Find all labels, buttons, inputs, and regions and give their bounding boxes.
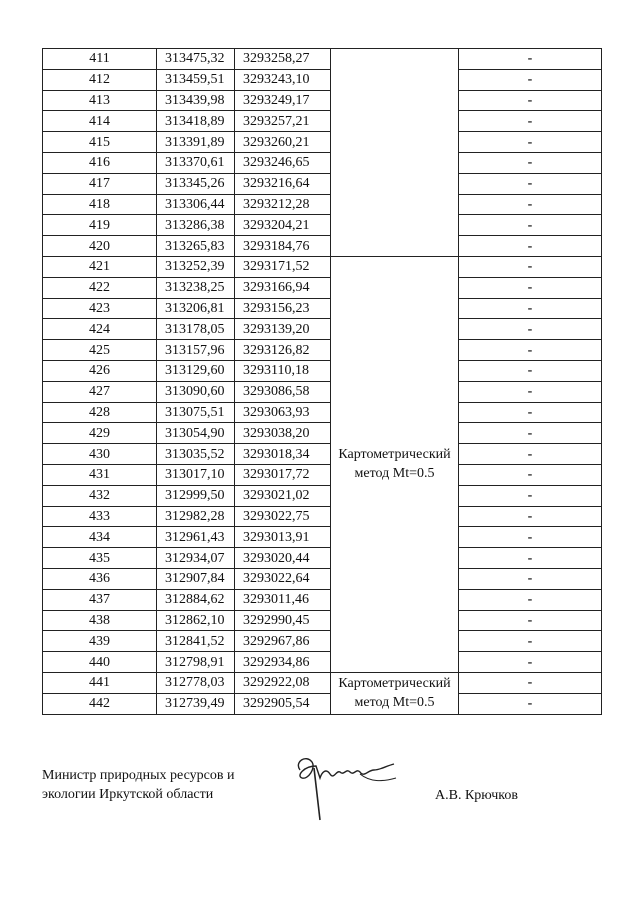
error-value-cell: - bbox=[459, 548, 602, 569]
error-value-cell: - bbox=[459, 194, 602, 215]
point-number-cell: 433 bbox=[43, 506, 157, 527]
table-row bbox=[43, 132, 602, 153]
y-coordinate-cell: 3292967,86 bbox=[235, 631, 331, 652]
error-value-cell: - bbox=[459, 527, 602, 548]
table-row bbox=[43, 236, 602, 257]
table-row bbox=[43, 527, 602, 548]
y-coordinate-cell: 3293212,28 bbox=[235, 194, 331, 215]
y-coordinate-cell: 3293260,21 bbox=[235, 132, 331, 153]
x-coordinate-cell: 313252,39 bbox=[157, 256, 235, 277]
y-coordinate-cell: 3293011,46 bbox=[235, 589, 331, 610]
x-coordinate-cell: 313090,60 bbox=[157, 381, 235, 402]
error-value-cell: - bbox=[459, 693, 602, 714]
table-row bbox=[43, 672, 602, 693]
table-row bbox=[43, 402, 602, 423]
error-value-cell: - bbox=[459, 152, 602, 173]
table-row bbox=[43, 548, 602, 569]
error-value-cell: - bbox=[459, 173, 602, 194]
y-coordinate-cell: 3293216,64 bbox=[235, 173, 331, 194]
error-value-cell: - bbox=[459, 340, 602, 361]
y-coordinate-cell: 3293126,82 bbox=[235, 340, 331, 361]
point-number-cell: 417 bbox=[43, 173, 157, 194]
x-coordinate-cell: 312739,49 bbox=[157, 693, 235, 714]
point-number-cell: 442 bbox=[43, 693, 157, 714]
point-number-cell: 419 bbox=[43, 215, 157, 236]
x-coordinate-cell: 313439,98 bbox=[157, 90, 235, 111]
table-row bbox=[43, 173, 602, 194]
error-value-cell: - bbox=[459, 506, 602, 527]
error-value-cell: - bbox=[459, 464, 602, 485]
error-value-cell: - bbox=[459, 132, 602, 153]
y-coordinate-cell: 3293020,44 bbox=[235, 548, 331, 569]
point-number-cell: 436 bbox=[43, 568, 157, 589]
table-row bbox=[43, 610, 602, 631]
point-number-cell: 439 bbox=[43, 631, 157, 652]
y-coordinate-cell: 3292905,54 bbox=[235, 693, 331, 714]
table-row bbox=[43, 277, 602, 298]
point-number-cell: 414 bbox=[43, 111, 157, 132]
table-row bbox=[43, 444, 602, 465]
error-value-cell: - bbox=[459, 49, 602, 70]
table-row bbox=[43, 423, 602, 444]
x-coordinate-cell: 313286,38 bbox=[157, 215, 235, 236]
point-number-cell: 423 bbox=[43, 298, 157, 319]
y-coordinate-cell: 3293022,64 bbox=[235, 568, 331, 589]
y-coordinate-cell: 3293243,10 bbox=[235, 69, 331, 90]
x-coordinate-cell: 313054,90 bbox=[157, 423, 235, 444]
y-coordinate-cell: 3293184,76 bbox=[235, 236, 331, 257]
table-row bbox=[43, 319, 602, 340]
table-row bbox=[43, 90, 602, 111]
method-cell: Картометрический метод Mt=0.5 bbox=[331, 256, 459, 672]
x-coordinate-cell: 313017,10 bbox=[157, 464, 235, 485]
point-number-cell: 428 bbox=[43, 402, 157, 423]
y-coordinate-cell: 3293086,58 bbox=[235, 381, 331, 402]
x-coordinate-cell: 313418,89 bbox=[157, 111, 235, 132]
x-coordinate-cell: 312884,62 bbox=[157, 589, 235, 610]
point-number-cell: 435 bbox=[43, 548, 157, 569]
x-coordinate-cell: 313306,44 bbox=[157, 194, 235, 215]
point-number-cell: 421 bbox=[43, 256, 157, 277]
y-coordinate-cell: 3293018,34 bbox=[235, 444, 331, 465]
signatory-name: А.В. Крючков bbox=[435, 788, 518, 803]
table-row bbox=[43, 111, 602, 132]
error-value-cell: - bbox=[459, 631, 602, 652]
error-value-cell: - bbox=[459, 485, 602, 506]
x-coordinate-cell: 313265,83 bbox=[157, 236, 235, 257]
table-row bbox=[43, 464, 602, 485]
x-coordinate-cell: 313370,61 bbox=[157, 152, 235, 173]
table-row bbox=[43, 360, 602, 381]
point-number-cell: 429 bbox=[43, 423, 157, 444]
error-value-cell: - bbox=[459, 444, 602, 465]
table-row bbox=[43, 340, 602, 361]
error-value-cell: - bbox=[459, 215, 602, 236]
point-number-cell: 422 bbox=[43, 277, 157, 298]
point-number-cell: 420 bbox=[43, 236, 157, 257]
error-value-cell: - bbox=[459, 672, 602, 693]
point-number-cell: 411 bbox=[43, 49, 157, 70]
x-coordinate-cell: 312934,07 bbox=[157, 548, 235, 569]
y-coordinate-cell: 3292922,08 bbox=[235, 672, 331, 693]
y-coordinate-cell: 3293017,72 bbox=[235, 464, 331, 485]
table-row bbox=[43, 49, 602, 70]
error-value-cell: - bbox=[459, 236, 602, 257]
error-value-cell: - bbox=[459, 277, 602, 298]
x-coordinate-cell: 313391,89 bbox=[157, 132, 235, 153]
error-value-cell: - bbox=[459, 589, 602, 610]
signatory-position-line2: экологии Иркутской области bbox=[42, 787, 214, 802]
y-coordinate-cell: 3293022,75 bbox=[235, 506, 331, 527]
point-number-cell: 413 bbox=[43, 90, 157, 111]
point-number-cell: 426 bbox=[43, 360, 157, 381]
method-cell bbox=[331, 49, 459, 257]
y-coordinate-cell: 3293166,94 bbox=[235, 277, 331, 298]
y-coordinate-cell: 3293156,23 bbox=[235, 298, 331, 319]
table-row bbox=[43, 298, 602, 319]
table-row bbox=[43, 381, 602, 402]
x-coordinate-cell: 312961,43 bbox=[157, 527, 235, 548]
y-coordinate-cell: 3293021,02 bbox=[235, 485, 331, 506]
table-row bbox=[43, 152, 602, 173]
y-coordinate-cell: 3292990,45 bbox=[235, 610, 331, 631]
x-coordinate-cell: 312862,10 bbox=[157, 610, 235, 631]
point-number-cell: 438 bbox=[43, 610, 157, 631]
signatory-position bbox=[42, 766, 234, 804]
error-value-cell: - bbox=[459, 568, 602, 589]
y-coordinate-cell: 3293246,65 bbox=[235, 152, 331, 173]
point-number-cell: 437 bbox=[43, 589, 157, 610]
y-coordinate-cell: 3293013,91 bbox=[235, 527, 331, 548]
x-coordinate-cell: 312778,03 bbox=[157, 672, 235, 693]
table-row bbox=[43, 693, 602, 714]
y-coordinate-cell: 3293204,21 bbox=[235, 215, 331, 236]
x-coordinate-cell: 313178,05 bbox=[157, 319, 235, 340]
x-coordinate-cell: 312982,28 bbox=[157, 506, 235, 527]
y-coordinate-cell: 3292934,86 bbox=[235, 652, 331, 673]
error-value-cell: - bbox=[459, 90, 602, 111]
table-row bbox=[43, 256, 602, 277]
point-number-cell: 424 bbox=[43, 319, 157, 340]
y-coordinate-cell: 3293171,52 bbox=[235, 256, 331, 277]
error-value-cell: - bbox=[459, 652, 602, 673]
x-coordinate-cell: 313475,32 bbox=[157, 49, 235, 70]
error-value-cell: - bbox=[459, 319, 602, 340]
point-number-cell: 412 bbox=[43, 69, 157, 90]
error-value-cell: - bbox=[459, 423, 602, 444]
method-cell: Картометрический метод Mt=0.5 bbox=[331, 672, 459, 714]
point-number-cell: 432 bbox=[43, 485, 157, 506]
point-number-cell: 434 bbox=[43, 527, 157, 548]
coordinates-table bbox=[42, 48, 602, 715]
table-row bbox=[43, 589, 602, 610]
y-coordinate-cell: 3293139,20 bbox=[235, 319, 331, 340]
table-row bbox=[43, 506, 602, 527]
x-coordinate-cell: 312907,84 bbox=[157, 568, 235, 589]
error-value-cell: - bbox=[459, 381, 602, 402]
error-value-cell: - bbox=[459, 402, 602, 423]
error-value-cell: - bbox=[459, 69, 602, 90]
table-row bbox=[43, 215, 602, 236]
table-row bbox=[43, 194, 602, 215]
y-coordinate-cell: 3293038,20 bbox=[235, 423, 331, 444]
table-row bbox=[43, 485, 602, 506]
x-coordinate-cell: 312999,50 bbox=[157, 485, 235, 506]
x-coordinate-cell: 313157,96 bbox=[157, 340, 235, 361]
table-row bbox=[43, 631, 602, 652]
handwritten-signature bbox=[290, 748, 405, 823]
x-coordinate-cell: 313459,51 bbox=[157, 69, 235, 90]
error-value-cell: - bbox=[459, 111, 602, 132]
x-coordinate-cell: 313238,25 bbox=[157, 277, 235, 298]
y-coordinate-cell: 3293063,93 bbox=[235, 402, 331, 423]
table-row bbox=[43, 568, 602, 589]
point-number-cell: 431 bbox=[43, 464, 157, 485]
point-number-cell: 427 bbox=[43, 381, 157, 402]
error-value-cell: - bbox=[459, 256, 602, 277]
error-value-cell: - bbox=[459, 298, 602, 319]
point-number-cell: 418 bbox=[43, 194, 157, 215]
y-coordinate-cell: 3293258,27 bbox=[235, 49, 331, 70]
point-number-cell: 415 bbox=[43, 132, 157, 153]
y-coordinate-cell: 3293257,21 bbox=[235, 111, 331, 132]
signatory-position-line1: Министр природных ресурсов и bbox=[42, 768, 235, 783]
error-value-cell: - bbox=[459, 360, 602, 381]
table-row bbox=[43, 69, 602, 90]
point-number-cell: 430 bbox=[43, 444, 157, 465]
y-coordinate-cell: 3293249,17 bbox=[235, 90, 331, 111]
point-number-cell: 441 bbox=[43, 672, 157, 693]
point-number-cell: 440 bbox=[43, 652, 157, 673]
table-row bbox=[43, 652, 602, 673]
point-number-cell: 416 bbox=[43, 152, 157, 173]
x-coordinate-cell: 313075,51 bbox=[157, 402, 235, 423]
y-coordinate-cell: 3293110,18 bbox=[235, 360, 331, 381]
x-coordinate-cell: 313035,52 bbox=[157, 444, 235, 465]
coordinates-table-body bbox=[43, 49, 602, 715]
x-coordinate-cell: 312841,52 bbox=[157, 631, 235, 652]
x-coordinate-cell: 313206,81 bbox=[157, 298, 235, 319]
error-value-cell: - bbox=[459, 610, 602, 631]
x-coordinate-cell: 313345,26 bbox=[157, 173, 235, 194]
point-number-cell: 425 bbox=[43, 340, 157, 361]
x-coordinate-cell: 313129,60 bbox=[157, 360, 235, 381]
x-coordinate-cell: 312798,91 bbox=[157, 652, 235, 673]
